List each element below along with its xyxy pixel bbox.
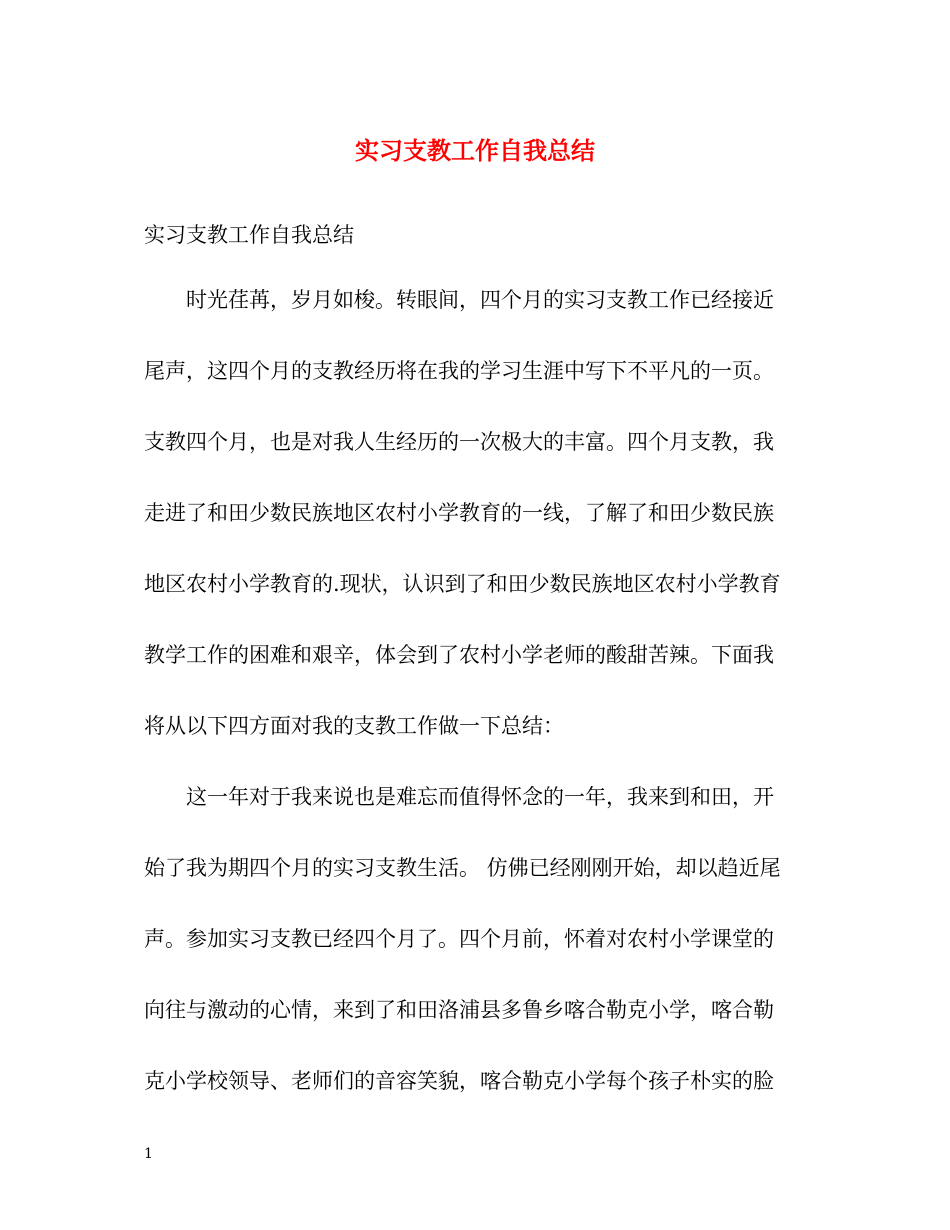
paragraph-line: 向往与激动的心情，来到了和田洛浦县多鲁乡喀合勒克小学，喀合勒: [144, 998, 774, 1022]
paragraph-line: 始了我为期四个月的实习支教生活。 仿佛已经刚刚开始，却以趋近尾: [144, 856, 781, 880]
paragraph-line: 支教四个月，也是对我人生经历的一次极大的丰富。四个月支教，我: [144, 430, 774, 454]
paragraph-line: 教学工作的困难和艰辛，体会到了农村小学老师的酸甜苦辣。下面我: [144, 643, 774, 667]
paragraph-line: 将从以下四方面对我的支教工作做一下总结：: [144, 714, 564, 738]
document-subtitle: 实习支教工作自我总结: [144, 223, 354, 247]
paragraph-line: 这一年对于我来说也是难忘而值得怀念的一年，我来到和田，开: [186, 785, 774, 809]
page-number: 1: [144, 1146, 153, 1162]
paragraph-line: 走进了和田少数民族地区农村小学教育的一线，了解了和田少数民族: [144, 501, 774, 525]
paragraph-line: 时光荏苒，岁月如梭。转眼间，四个月的实习支教工作已经接近: [186, 288, 774, 312]
paragraph-line: 声。参加实习支教已经四个月了。四个月前，怀着对农村小学课堂的: [144, 927, 774, 951]
paragraph-line: 克小学校领导、老师们的音容笑貌，喀合勒克小学每个孩子朴实的脸: [144, 1069, 774, 1093]
paragraph-line: 地区农村小学教育的.现状，认识到了和田少数民族地区农村小学教育: [144, 572, 781, 596]
paragraph-line: 尾声，这四个月的支教经历将在我的学习生涯中写下不平凡的一页。: [144, 359, 774, 383]
document-title: 实习支教工作自我总结: [355, 136, 595, 165]
